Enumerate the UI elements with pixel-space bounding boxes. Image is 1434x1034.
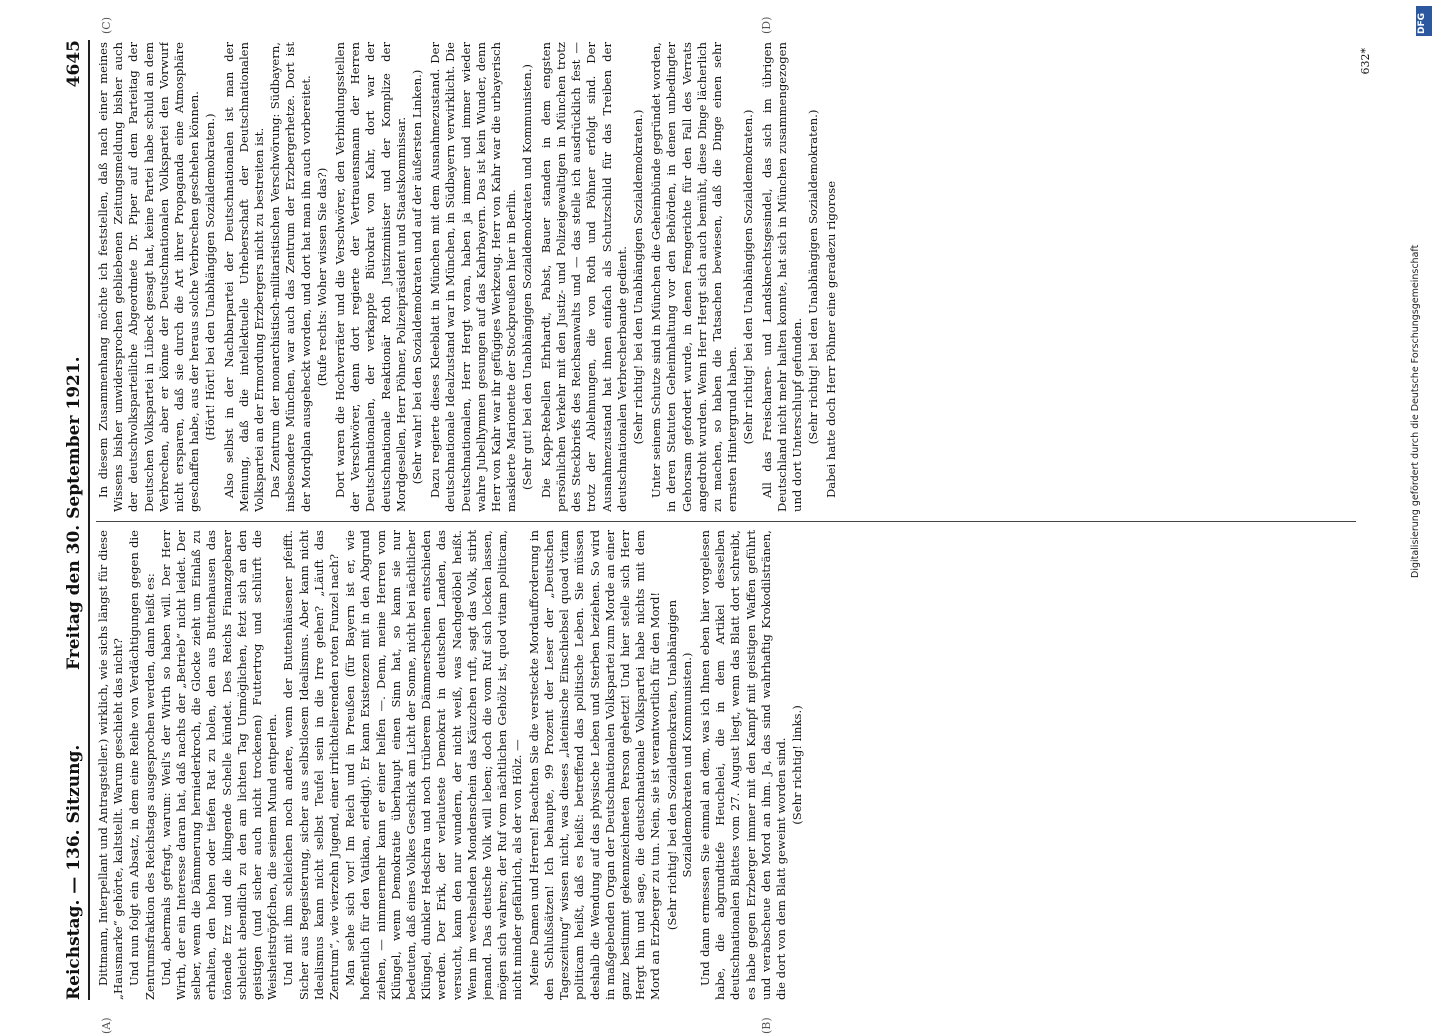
- paragraph: Dazu regierte dieses Kleeblatt in München mit dem Ausnahmezustand. Der deutschnationale Idealzustand war in München, in Südbayern verwirklicht. Die Deutschnationalen, Herr Hergt voran, haben ja immer und immer wieder wahre Jubelhymnen gesungen auf das Kahrbayern. Das ist kein Wunder, denn Herr von Kahr war ihr gefügiges Werkzeug. Herr von Kahr war die urbayerisch maskierte Marionette der Stockpreußen hier in Berlin.: [428, 42, 519, 512]
- interjection: (Sehr gut! bei den Unabhängigen Sozialdemokraten und Kommunisten.): [520, 64, 535, 490]
- interjection: (Rufe rechts: Woher wissen Sie das?): [314, 167, 329, 387]
- left-column: [96, 530, 1346, 1000]
- interjection: (Sehr richtig! bei den Unabhängigen Sozialdemokraten.): [806, 109, 821, 445]
- paragraph: Und dann ermessen Sie einmal an dem, was ich Ihnen eben hier vorgelesen habe, die abgrundtiefe Heuchelei, die in dem Artikel desselben deutschnationalen Blattes vom 27. August liegt, wenn das Blatt dort schreibt, es habe gegen Erzberger immer mit den Kampf mit geistigen Waffen geführt und verabscheue den Mord an ihm. Ja, das sind wahrhaftig Krokodilstränen, die dort von dem Blatt geweint worden sind.: [697, 530, 788, 1000]
- right-column: [96, 42, 1346, 512]
- header-date: Freitag den 30. September 1921.: [64, 356, 84, 670]
- interjection: (Sehr richtig! bei den Unabhängigen Sozialdemokraten.): [630, 109, 645, 445]
- paragraph: Und mit ihm schleichen noch andere, wenn der Buttenhäusener pfeifft. Sicher aus Begeisterung, sicher aus selbstlosem Idealismus. Aber kann nicht Idealismus kann nicht selbst Teufel sein in die Irre gehen? „Läuft das Zentrum“, wie vierzehn Jugend, einer irrlichtelierenden roten Funzel nach?: [281, 530, 342, 1000]
- paragraph: Die Kapp-Rebellen Ehrhardt, Pabst, Bauer standen in dem engsten persönlichen Verkehr mit den Justiz- und Polizeigewaltigen in München trotz des Steckbriefs des Reichsanwalts und — das stelle ich ausdrücklich fest — trotz der Ablehnungen, die von Roth und Pöhner erfolgt sind. Der Ausnahmezustand hat ihnen einfach als Schutzschild für das Treiben der deutschnationalen Verbrecherbande gedient.: [538, 42, 629, 512]
- interjection: (Sehr richtig! bei den Sozialdemokraten, Unabhängigen Sozialdemokraten und Kommunisten.): [664, 599, 694, 931]
- paragraph: Unter seinem Schutze sind in München die Geheimbünde gegründet worden, in deren Statuten Geheimhaltung vor den Behörden, in denen unbedingter Gehorsam gefordert wurde, in denen Femgerichte für den Fall des Verrats angedroht wurden. Wenn Herr Hergt sich auch bemüht, diese Dinge lächerlich zu machen, so haben die Tatsachen bewiesen, daß die Dinge einen sehr ernsten Hintergrund haben.: [649, 42, 740, 512]
- interjection: (Sehr richtig! links.): [790, 705, 805, 825]
- header-rule: [88, 40, 90, 1000]
- paragraph: Also selbst in der Nachbarpartei der Deutschnationalen ist man der Meinung, daß die intellektuelle Urheberschaft der Deutschnationalen Volkspartei an der Ermordung Erzbergers nicht zu bestreiten ist.: [221, 42, 267, 512]
- interjection: (Sehr wahr! bei den Sozialdemokraten und auf der äußersten Linken.): [410, 69, 425, 485]
- paragraph: Meine Damen und Herren! Beachten Sie die versteckte Mordaufforderung in den Schlußsätzen! Ich behaupte, 99 Prozent der Leser der „Deutschen Tageszeitung“ wissen nicht, was dieses „lateinische Einschiebsel quoad vitam politicam heißt, daß es heißt: betreffend das politische Leben. Sie müssen deshalb die Wendung auf das physische Leben und Sterben beziehen. So wird in maßgebenden Organ der Deutschnationalen Volkspartei zum Morde an einer ganz bestimmt gekennzeichneten Person gehetzt! Und hier stelle sich Herr Hergt hin und sage, die deutschnationale Volkspartei habe nichts mit dem Mord an Erzberger zu tun. Nein, sie ist verantwortlich für den Mord!: [526, 530, 663, 1000]
- margin-marker-d: (D): [760, 16, 773, 34]
- margin-marker-a: (A): [100, 1017, 113, 1034]
- interjection: (Sehr richtig! bei den Unabhängigen Sozialdemokraten.): [741, 109, 756, 445]
- paragraph: In diesem Zusammenhang möchte ich feststellen, daß nach einer meines Wissens bisher unwidersprochen gebliebenen Zeitungsmeldung bisher auch der deutschvolksparteiliche Abgeordnete Dr. Piper auf dem Parteitag der Deutschen Volkspartei in Lübeck gesagt hat, keine Partei habe schuld an dem Verbrechen, aber er könne der Deutschnationalen Volkspartei den Vorwurf nicht ersparen, daß sie durch die Art ihrer Propaganda eine Atmosphäre geschaffen habe, aus der heraus solche Verbrechen geschehen können.: [96, 42, 202, 512]
- paragraph: Das Zentrum der monarchistisch-militaristischen Verschwörung: Südbayern, insbesondere München, war auch das Zentrum der Erzbergerhetze. Dort ist der Mordplan ausgeheckt worden, und dort hat man ihn auch vorbereitet.: [268, 42, 313, 512]
- header-title: Reichstag. — 136. Sitzung.: [64, 744, 84, 1000]
- page-header: [60, 40, 86, 1000]
- paragraph: Dabei hatte doch Herr Pöhner eine geradezu rigorose: [824, 180, 839, 498]
- interjection: (Hört! Hört! bei den Unabhängigen Sozialdemokraten.): [203, 113, 218, 441]
- margin-marker-b: (B): [760, 1017, 773, 1034]
- digitization-note-text: Digitalisierung gefördert durch die Deutsche Forschungsgemeinschaft: [1410, 244, 1421, 578]
- paragraph: Und nun folgt ein Absatz, in dem eine Reihe von Verdächtigungen gegen die Zentrumsfraktion des Reichstags ausgesprochen werden, dann heißt es:: [127, 530, 157, 1000]
- dfg-logo-text: DFG: [1417, 12, 1427, 34]
- paragraph: Dort waren die Hochverräter und die Verschwörer, den Verbindungsstellen der Verschwörer, denn dort regierte der Vertrauensmann der Herren Deutschnationalen, der verkappte Bürokrat von Kahr, dort war der deutschnationale Reaktionär Roth Justizminister und der Komplize der Mordgesellen, Herr Pöhner, Polizeipräsident und Staatskommissar.: [333, 42, 408, 512]
- paragraph: Dittmann, Interpellant und Antragsteller.) wirklich, wie sichs längst für diese „Hausmarke“ gehörte, kaltstellt. Warum geschieht das nicht?: [96, 530, 126, 1000]
- column-separator: [96, 521, 1356, 522]
- page-number: 4645: [64, 40, 84, 88]
- margin-marker-c: (C): [100, 17, 113, 34]
- rotated-page: [60, 16, 1380, 1034]
- page-footer-number: 632*: [1359, 48, 1372, 75]
- paragraph: Man sehe sich vor! Im Reich und in Preußen (für Bayern ist er, wie hoffentlich für den Vatikan, erledigt). Er kann Existenzen mit in den Abgrund ziehen, — nimmermehr kann er einer helfen —. Denn, meine Herren vom Klüngel, wenn Demokratie überhaupt einen Sinn hat, so kann sie nur bedeuten, daß eines Volkes Geschick am Licht der Sonne, nicht bei nächtlicher Klüngel, dunkler Hedschra und noch trüberem Dämmerscheinen entschieden werden. Der Erik, der verlauteste Demokrat in deutschen Landen, das versucht, kann den nur wundern, der nicht weiß, was Nachgedöbel heißt. Wenn im wechselnden Mondenschein das Käuzchen ruft, sagt das Volk, stirbt jemand. Das deutsche Volk will leben; doch die vom Ruf sich locken lassen, mögen sich wahren; der Ruf vom nächtlichen Gehölz ist, quod vitam politicam, nicht minder gefährlich, als der von Hölz. —: [343, 530, 525, 1000]
- digitization-note: [1410, 8, 1430, 578]
- paragraph: All das Freischaren- und Landsknechtsgesindel, das sich im übrigen Deutschland nicht mehr halten konnte, hat sich in München zusammengezogen und dort Unterschlupf gefunden.: [759, 42, 804, 512]
- paragraph: Und, abermals gefragt, warum: Weil's der Wirth so haben will. Der Herr Wirth, der ein Interesse daran hat, daß nachts der „Betrieb“ nicht leidet. Der selber, wenn die Dämmerung herniederkroch, die Glocke zieht um Einlaß zu erhalten, den hohen oder tiefen Rat zu holen, den aus Buttenhausen das tönende Erz und die klingende Schelle kündet. Des Reichs Finanzgebarer schleicht abendlich zu den am lichten Tag Unmöglichen, fetzt sich an den geistigen (und sicher auch nicht trockenen) Futtertrog und schlürft die Weisheitströpfchen, die seinem Mund entperlen.: [158, 530, 280, 1000]
